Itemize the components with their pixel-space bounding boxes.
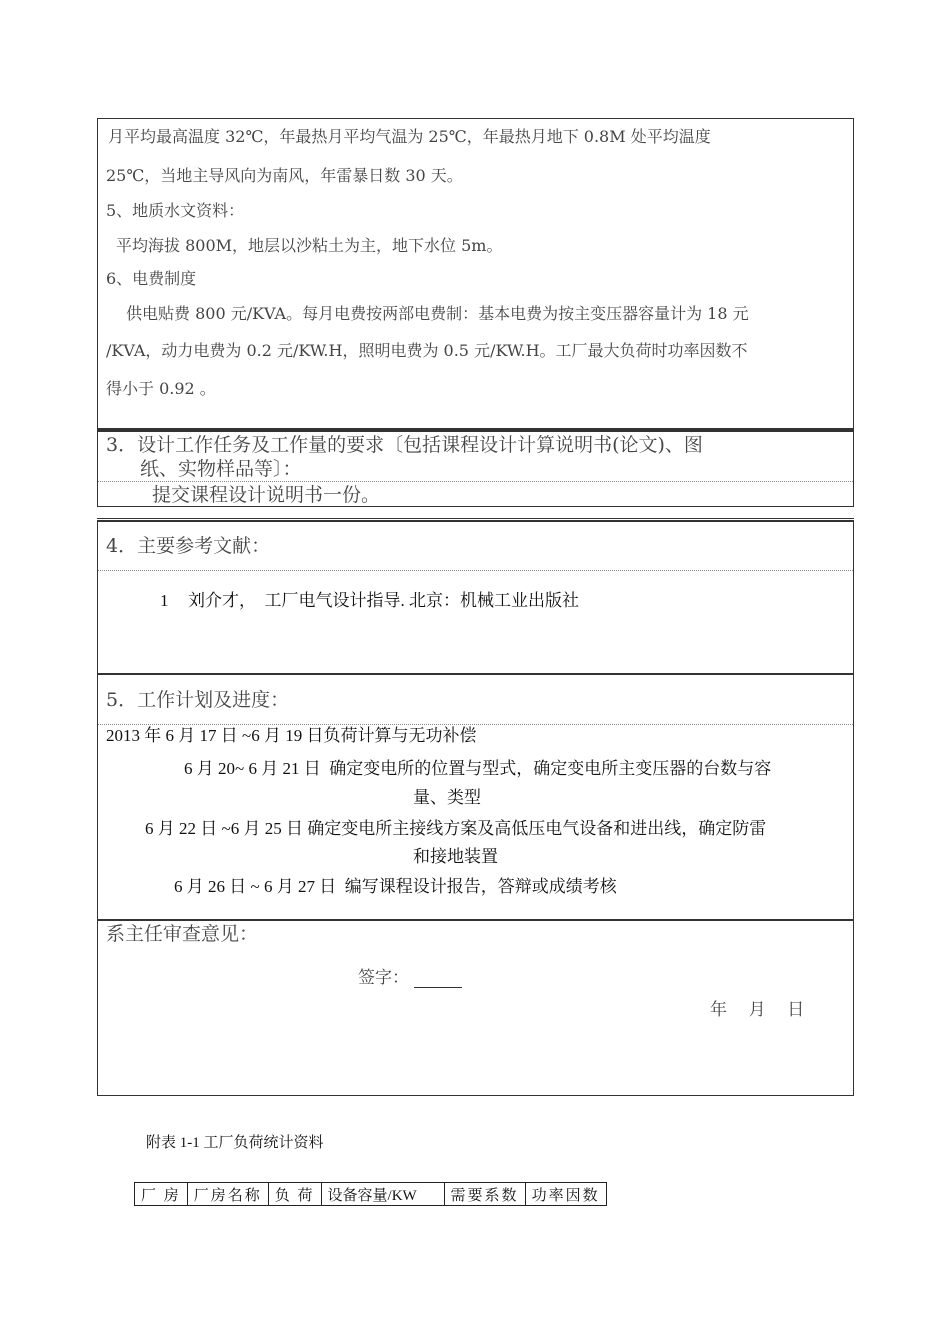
plan-item-1: 2013 年 6 月 17 日 ~6 月 19 日负荷计算与无功补偿	[106, 726, 477, 745]
plan-heading: 5．工作计划及进度：	[106, 689, 290, 711]
appendix-caption: 附表 1-1 工厂负荷统计资料	[146, 1135, 324, 1151]
column-header: 厂房名称	[187, 1183, 268, 1206]
geology-heading: 5、地质水文资料：	[106, 201, 245, 220]
reference-text: 刘介才， 工厂电气设计指导. 北京：机械工业出版社	[188, 591, 579, 610]
date-label: 年 月 日	[710, 1000, 805, 1020]
plan-item-4: 6 月 26 日 ~ 6 月 27 日 编写课程设计报告，答辩或成绩考核	[174, 877, 617, 896]
plan-item-2-line-1: 6 月 20~ 6 月 21 日 确定变电所的位置与型式，确定变电所主变压器的台数与容	[184, 759, 772, 778]
review-heading: 系主任审查意见：	[106, 923, 259, 945]
column-header: 需要系数	[444, 1183, 525, 1206]
task-content: 提交课程设计说明书一份。	[152, 484, 381, 506]
references-heading: 4．主要参考文献：	[106, 535, 271, 557]
plan-item-3-line-2: 和接地装置	[413, 847, 498, 866]
column-header: 设备容量/KW	[321, 1183, 444, 1206]
fee-line-3: 得小于 0.92 。	[106, 379, 216, 398]
climate-line-1: 月平均最高温度 32℃，年最热月平均气温为 25℃，年最热月地下 0.8M 处平均温度	[108, 127, 711, 146]
divider	[97, 518, 854, 522]
fee-line-2: /KVA，动力电费为 0.2 元/KW.H，照明电费为 0.5 元/KW.H。工厂最大负荷时功率因数不	[106, 341, 748, 360]
reference-number: 1	[160, 591, 169, 610]
column-header: 功率因数	[525, 1183, 606, 1206]
fee-line-1: 供电贴费 800 元/KVA。每月电费按两部电费制：基本电费为按主变压器容量计为 18 元	[126, 304, 749, 323]
divider	[98, 570, 853, 571]
fee-heading: 6、电费制度	[106, 269, 197, 288]
load-statistics-table	[134, 1182, 607, 1206]
divider	[98, 481, 853, 482]
plan-item-3-line-1: 6 月 22 日 ~6 月 25 日 确定变电所主接线方案及高低压电气设备和进出线，确定防雷	[145, 819, 767, 838]
task-heading-line-1: 3．设计工作任务及工作量的要求〔包括课程设计计算说明书(论文)、图	[106, 434, 703, 456]
task-heading-line-2: 纸、实物样品等〕：	[140, 458, 302, 480]
table-header-row	[135, 1183, 607, 1206]
climate-line-2: 25℃，当地主导风向为南风，年雷暴日数 30 天。	[106, 166, 463, 185]
signature-label: 签字：	[358, 968, 409, 988]
geology-text: 平均海拔 800M，地层以沙粘土为主，地下水位 5m。	[116, 236, 503, 255]
column-header: 厂 房	[135, 1183, 188, 1206]
divider	[97, 428, 854, 432]
signature-line	[414, 987, 462, 988]
column-header: 负 荷	[268, 1183, 321, 1206]
plan-item-2-line-2: 量、类型	[413, 788, 481, 807]
